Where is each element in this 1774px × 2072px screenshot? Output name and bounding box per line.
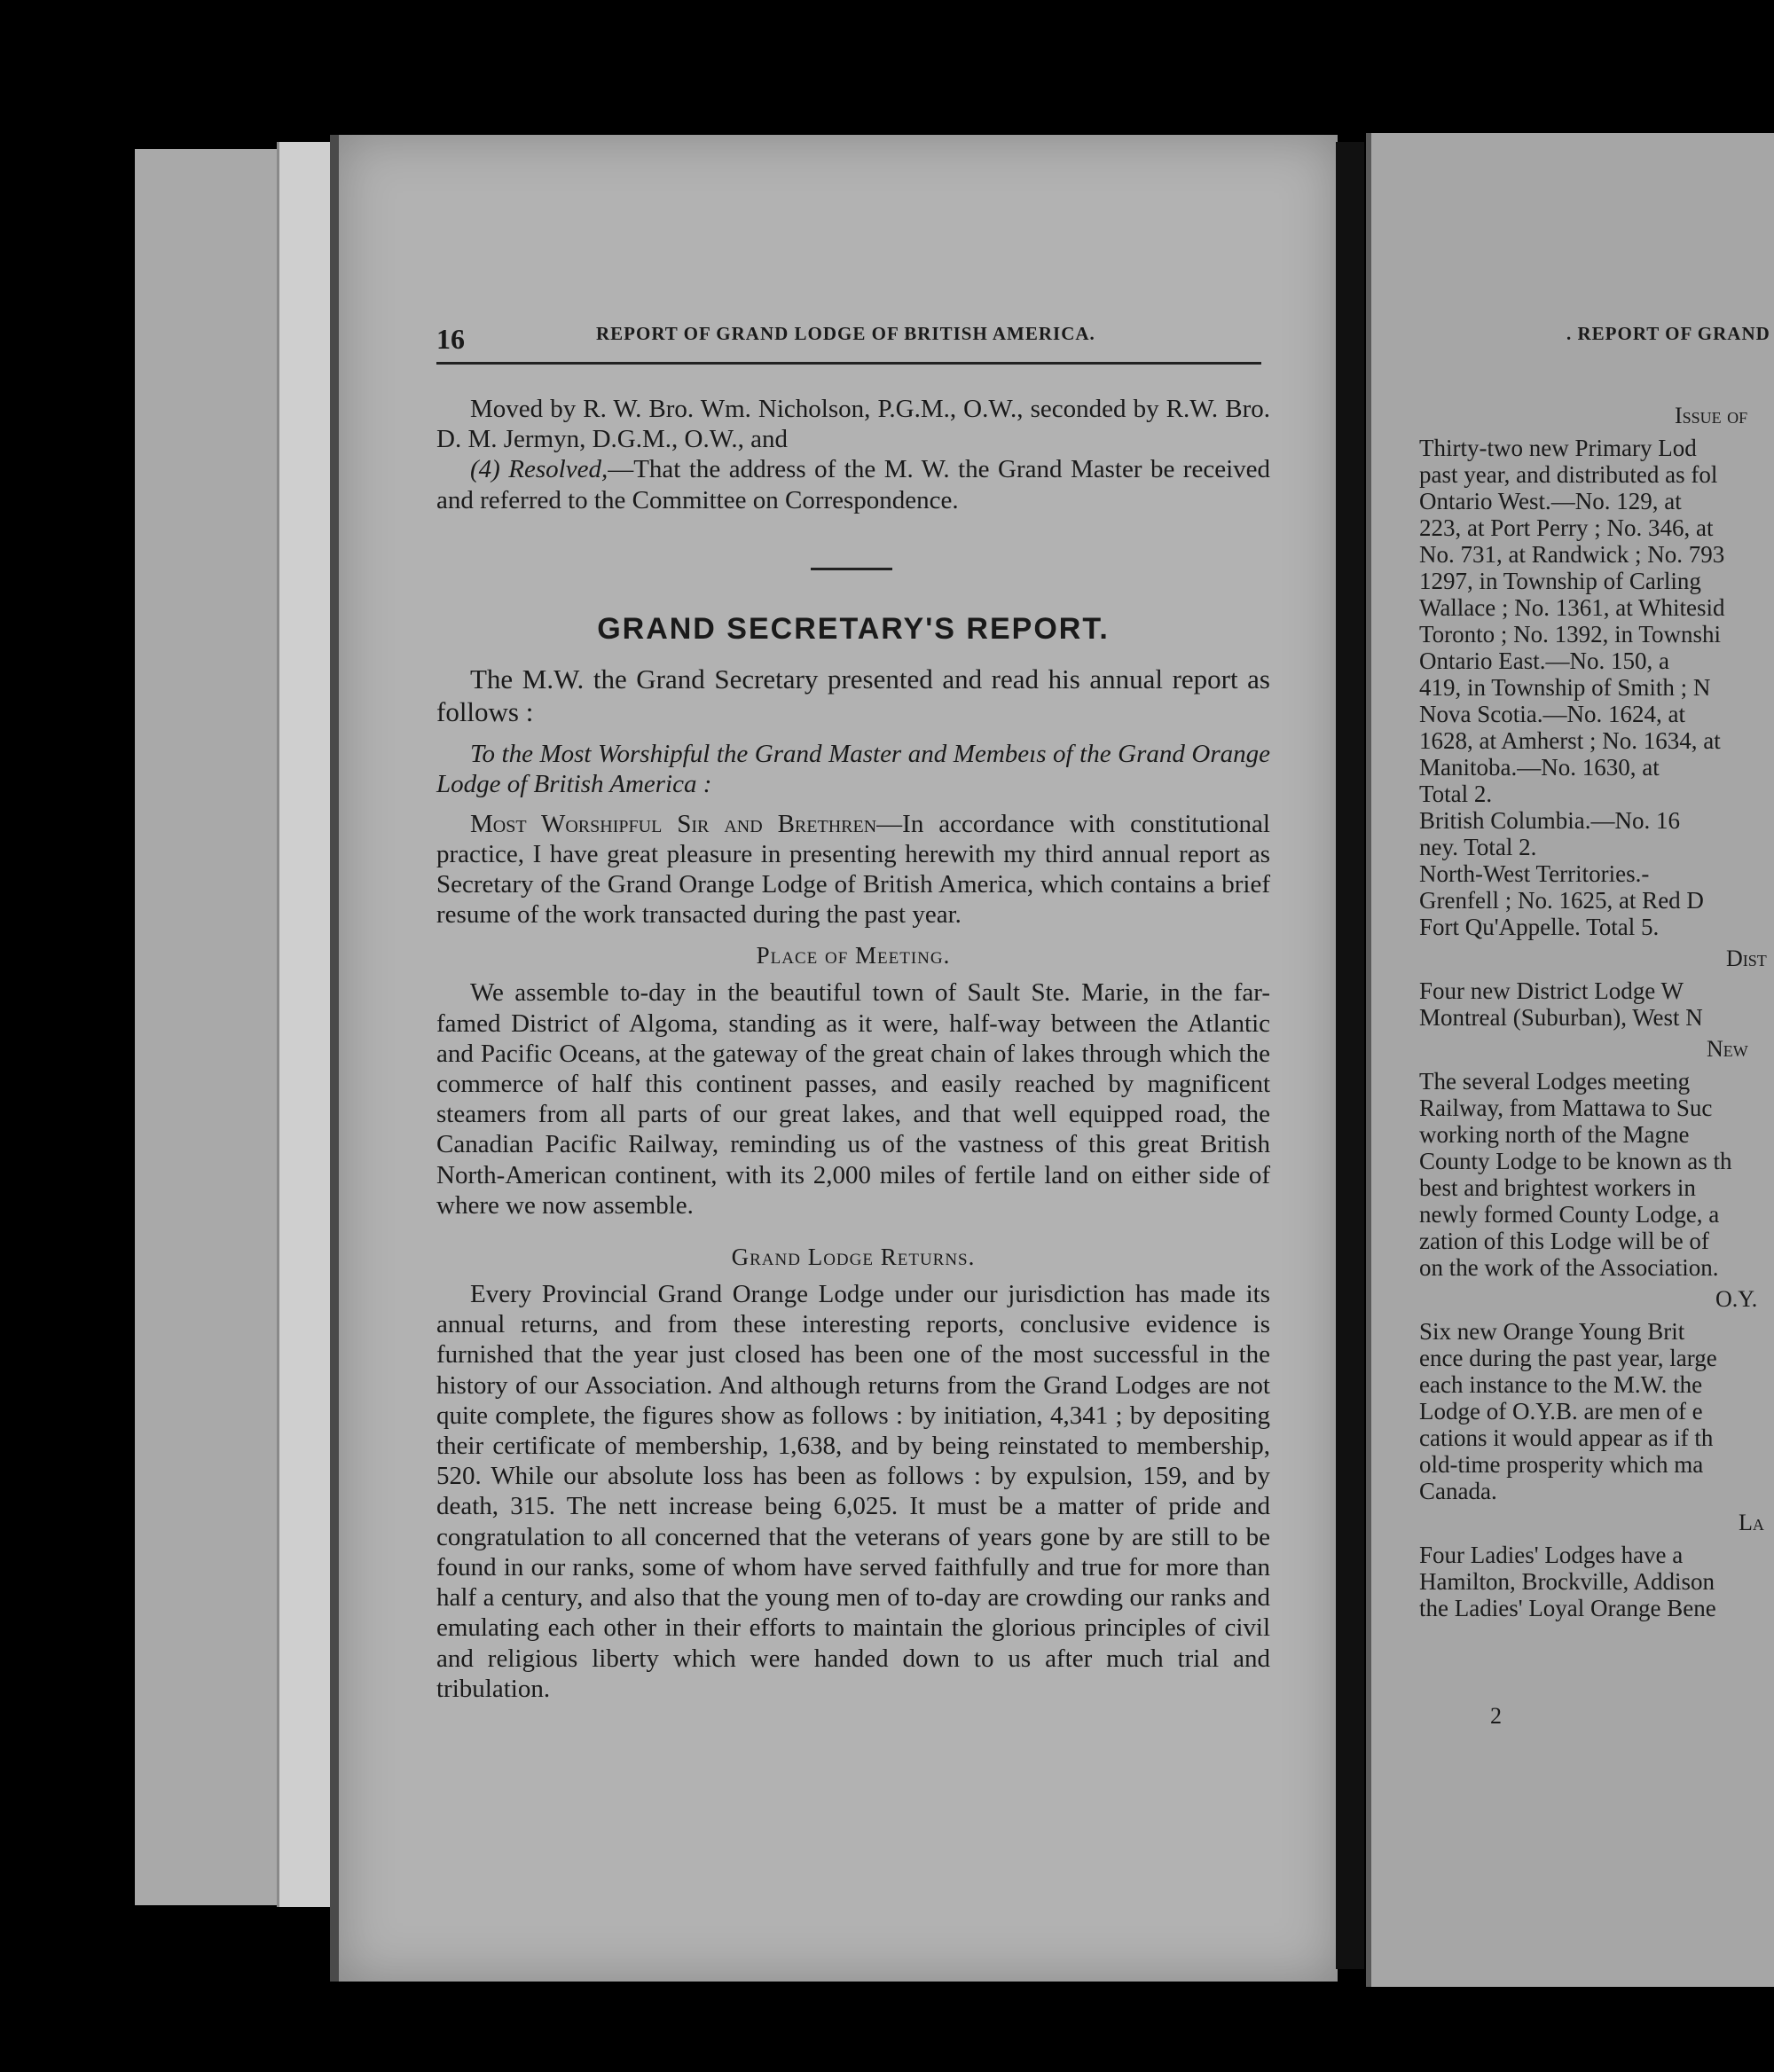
right-page-line: Thirty-two new Primary Lod — [1419, 435, 1697, 461]
report-body — [436, 663, 1270, 1704]
resolved-label: (4) Resolved, — [470, 455, 608, 484]
section-divider — [811, 568, 892, 570]
right-page-line: 419, in Township of Smith ; N — [1419, 674, 1711, 701]
right-page-line: Grenfell ; No. 1625, at Red D — [1419, 887, 1704, 914]
right-page-line: The several Lodges meeting — [1419, 1068, 1691, 1095]
right-page-line: New — [1707, 1036, 1748, 1062]
right-page-line: old-time prosperity which ma — [1419, 1451, 1704, 1478]
right-page-line: Montreal (Suburban), West N — [1419, 1004, 1703, 1031]
section-heading-place: Place of Meeting. — [756, 942, 951, 969]
right-page-line: No. 731, at Randwick ; No. 793 — [1419, 541, 1725, 568]
address-line: To the Most Worshipful the Grand Master and Membeıs of the Grand Orange Lodge of British America : — [436, 740, 1270, 799]
right-page-line: ney. Total 2. — [1419, 834, 1537, 860]
moved-paragraph: Moved by R. W. Bro. Wm. Nicholson, P.G.M., O.W., seconded by R.W. Bro. D. M. Jermyn, D.G.M., O.W., and — [436, 395, 1270, 454]
left-page-fore-edge — [277, 142, 331, 1907]
right-page-line: Manitoba.—No. 1630, at — [1419, 754, 1660, 781]
running-head: REPORT OF GRAND LODGE OF BRITISH AMERICA. — [596, 323, 1095, 344]
right-page-line: working north of the Magne — [1419, 1121, 1690, 1148]
right-page-line: Six new Orange Young Brit — [1419, 1318, 1685, 1345]
intro-paragraph: The M.W. the Grand Secretary presented and read his annual report as follows : — [436, 663, 1270, 727]
section-heading-returns: Grand Lodge Returns. — [731, 1244, 976, 1271]
salutation: Most Worshipful Sir and Brethren — [470, 809, 877, 838]
resolved-paragraph — [436, 454, 1270, 514]
place-paragraph: We assemble to-day in the beautiful town of Sault Ste. Marie, in the far-famed District of Algoma, standing as it were, half-way between the Atlantic and Pacific Oceans, at the gateway of the great chain of lakes through which the commerce of half this continent passes, and easily reached by magnificent steamers from all parts of our great lakes, and that well equipped road, the Canadian Pacific Railway, reminding us of the vastness of this great British North-American continent, with its 2,000 miles of fertile land on either side of where we now assemble. — [436, 978, 1270, 1220]
right-page-line: Hamilton, Brockville, Addison — [1419, 1568, 1715, 1595]
right-page-line: 223, at Port Perry ; No. 346, at — [1419, 514, 1714, 541]
left-page-edge — [135, 149, 286, 1905]
right-running-head: . REPORT OF GRAND — [1566, 323, 1770, 344]
right-page-line: North-West Territories.- — [1419, 860, 1650, 887]
right-page-line: County Lodge to be known as th — [1419, 1148, 1732, 1174]
header-rule — [436, 362, 1261, 365]
right-page-line: Ontario East.—No. 150, a — [1419, 648, 1669, 674]
salutation-paragraph — [436, 809, 1270, 930]
report-title: GRAND SECRETARY'S REPORT. — [597, 612, 1110, 646]
right-page-line: Ontario West.—No. 129, at — [1419, 488, 1682, 514]
right-page-line: British Columbia.—No. 16 — [1419, 807, 1681, 834]
resolved-text: —That the address of the M. W. the Grand Master be received and referred to the Committee on Correspondence. — [436, 455, 1270, 514]
right-page-line: Toronto ; No. 1392, in Townshi — [1419, 621, 1721, 648]
right-page-line: ence during the past year, large — [1419, 1345, 1717, 1371]
page-number: 16 — [436, 323, 465, 355]
right-page-line: on the work of the Association. — [1419, 1254, 1719, 1281]
right-page-line: Four new District Lodge W — [1419, 977, 1684, 1004]
right-page-line: Four Ladies' Lodges have a — [1419, 1542, 1684, 1568]
right-page-line: past year, and distributed as fol — [1419, 461, 1718, 488]
page-header — [436, 316, 1261, 355]
signature-mark: 2 — [1490, 1703, 1502, 1729]
right-page-line: Issue of — [1675, 403, 1748, 428]
right-page-line: La — [1739, 1510, 1764, 1535]
right-page-line: each instance to the M.W. the — [1419, 1371, 1703, 1398]
right-page-line: 1297, in Township of Carling — [1419, 568, 1701, 594]
right-page-line: Canada. — [1419, 1478, 1497, 1504]
right-page-line: Nova Scotia.—No. 1624, at — [1419, 701, 1685, 727]
right-page-line: O.Y. — [1715, 1286, 1758, 1312]
book-gutter — [1336, 142, 1364, 1969]
salutation-text: —In accordance with constitutional practice, I have great pleasure in presenting herewith my third annual report as Secretary of the Grand Orange Lodge of British America, which contains a brief resume of the work transacted during the past year. — [436, 809, 1270, 930]
right-page-line: 1628, at Amherst ; No. 1634, at — [1419, 727, 1721, 754]
right-page-line: Wallace ; No. 1361, at Whitesid — [1419, 594, 1725, 621]
right-page-line: cations it would appear as if th — [1419, 1424, 1714, 1451]
right-page-line: Total 2. — [1419, 781, 1493, 807]
right-page-line: the Ladies' Loyal Orange Bene — [1419, 1595, 1716, 1621]
right-page-line: Lodge of O.Y.B. are men of e — [1419, 1398, 1703, 1424]
returns-paragraph: Every Provincial Grand Orange Lodge under our jurisdiction has made its annual returns, and from these interesting reports, conclusive evidence is furnished that the year just closed has been one of the most successful in the history of our Association. And although returns from the Grand Lodges are not quite complete, the figures show as follows : by initiation, 4,341 ; by depositing their certificate of membership, 1,638, and by being reinstated to membership, 520. While our absolute loss has been as follows : by expulsion, 159, and by death, 315. The nett increase being 6,025. It must be a matter of pride and congratulation to all concerned that the veterans of years gone by are still to be found in our ranks, some of whom have served faithfully and true for more than half a century, and also that the young men of to-day are crowding our ranks and emulating each other in their efforts to maintain the glorious principles of civil and religious liberty which were handed down to us after much trial and tribulation. — [436, 1279, 1270, 1703]
right-page-line: Railway, from Mattawa to Suc — [1419, 1095, 1713, 1121]
right-page-line: zation of this Lodge will be of — [1419, 1228, 1709, 1254]
right-page-line: best and brightest workers in — [1419, 1174, 1696, 1201]
right-page-line: Fort Qu'Appelle. Total 5. — [1419, 914, 1660, 940]
right-page-line: Dist — [1726, 946, 1767, 971]
motion-block — [436, 394, 1270, 515]
right-page-line: newly formed County Lodge, a — [1419, 1201, 1720, 1228]
